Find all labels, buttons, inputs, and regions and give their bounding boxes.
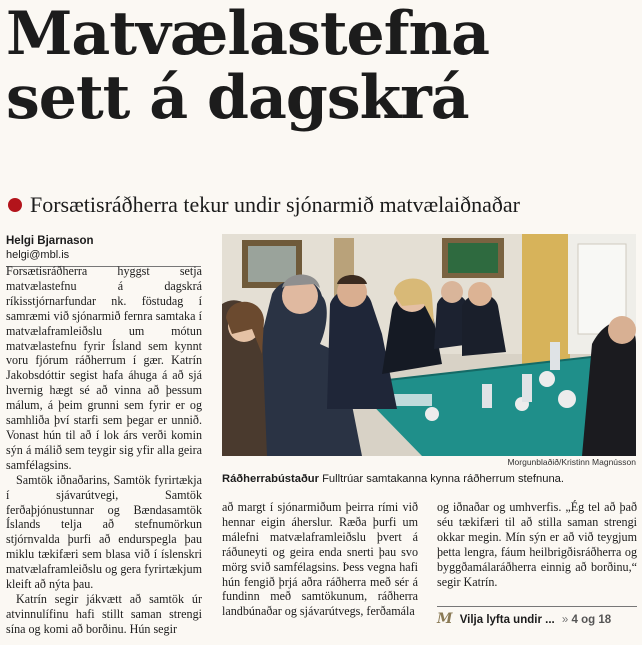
- double-chevron-icon: »: [561, 614, 569, 626]
- paragraph: Forsætisráðherra hyggst setja matvælastefnu á dagskrá ríkisstjórnarfundar nk. föstudag í samræmi við sjónarmið fernra samtaka í matvælaframleiðslu um mótun matvælastefnu fyrir Ísland sem kynnt voru fjórum ráðherrum í gær. Katrín Jakobsdóttir segist hafa áhuga á að sjá hvernig hægt sé að vinna að þessum málum, á þeim grunni sem fyrir er og samhliða því starfi sem þegar er unnið. Vonast hún til að í lok árs verði komin sýn á málið sem teygir sig yfir alla geira samfélagsins.: [6, 264, 202, 472]
- red-bullet-icon: [8, 198, 22, 212]
- paragraph: að margt í sjónarmiðum þeirra rími við hennar eigin áherslur. Ræða þurfi um málefni matvælaframleiðslu þvert á ráðuneyti og geira enda snerti þau svo mörg svið samfélagsins. Þess vegna hafi hún fengið þrjá aðra ráðherra með sér á fundinn með samtökunum, ráðherra landbúnaðar og sjávarútvegs, ferðamála: [222, 500, 418, 619]
- paragraph: Samtök iðnaðarins, Samtök fyrirtækja í sjávarútvegi, Samtök ferðaþjónustunnar og Bændasamtök Íslands telja að stefnumörkun stjórnvalda þurfi að endurspegla þau miklu tækifæri sem blasa við í íslenskri matvælaframleiðslu og gera fyrirtækjum kleift að nýta þau.: [6, 472, 202, 592]
- reference-title: Vilja lyfta undir ...: [459, 614, 555, 626]
- headline-line-2: sett á dagskrá: [6, 63, 469, 133]
- author-name: Helgi Bjarnason: [6, 235, 94, 247]
- article-column-3: [437, 500, 637, 589]
- article-column-2: [222, 500, 418, 619]
- article-reference[interactable]: [437, 606, 637, 627]
- headline: [6, 0, 636, 133]
- photo-credit: Morgunblaðið/Kristinn Magnússon: [507, 457, 636, 467]
- caption-text: Fulltrúar samtakanna kynna ráðherrum stefnuna.: [322, 473, 564, 485]
- headline-line-1: Matvælastefna: [6, 0, 490, 69]
- byline: [6, 234, 201, 267]
- reference-pages: 4 og 18: [571, 614, 612, 626]
- paragraph: og iðnaðar og umhverfis. „Ég tel að það séu tækifæri til að stilla saman strengi okkar megin. Mín sýn er að við teygjum þetta lengra, fáum heilbrigðisráðherra og byggðamálaráðherra einnig að borðinu,“ segir Katrín.: [437, 500, 637, 589]
- subheadline: [8, 192, 638, 218]
- subheadline-text: Forsætisráðherra tekur undir sjónarmið matvælaiðnaðar: [30, 192, 520, 217]
- news-photo: [222, 234, 636, 456]
- meeting-photo-illustration: [222, 234, 636, 456]
- article-column-1: [6, 264, 202, 637]
- photo-caption: [222, 472, 636, 486]
- caption-label: Ráðherrabústaður: [222, 473, 319, 485]
- paragraph: Katrín segir jákvætt að samtök úr atvinnulífinu hafi stillt saman strengi sína og komi að borðinu. Hún segir: [6, 591, 202, 636]
- mbl-logo-icon: M: [437, 611, 453, 627]
- author-email[interactable]: helgi@mbl.is: [6, 249, 70, 261]
